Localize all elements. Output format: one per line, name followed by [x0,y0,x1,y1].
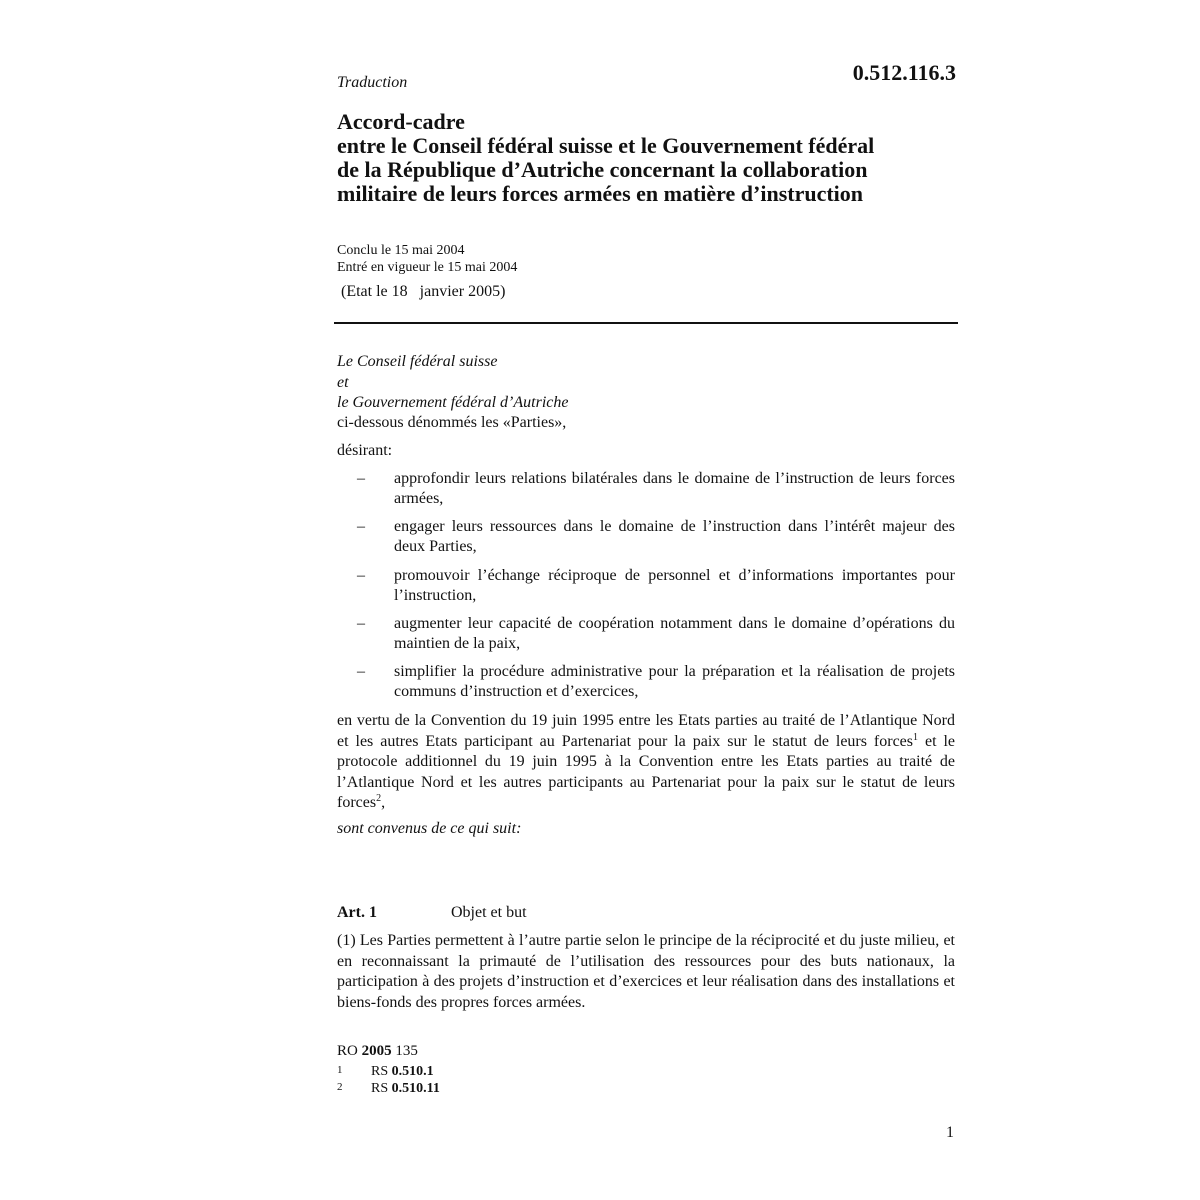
bullet-text: approfondir leurs relations bilatérales dans le domaine de l’instruction de leurs forces armées, [394,470,955,507]
footnote-ref: 1 [913,731,919,743]
convention-text-end: , [381,794,386,811]
bullet-text: augmenter leur capacité de coopération notamment dans le domaine d’opérations du maintien de la paix, [394,615,955,652]
bullet-dash: – [357,470,365,487]
bullet-dash: – [357,663,365,680]
bullet-text: engager leurs ressources dans le domaine de l’instruction dans l’intérêt majeur des deux Parties, [394,518,955,555]
preamble-named: ci-dessous dénommés les «Parties», [337,414,567,431]
page-number: 1 [946,1124,954,1141]
state-date: (Etat le 18 janvier 2005) [341,283,506,300]
concluded-date: Conclu le 15 mai 2004 [337,243,465,258]
preamble-party1: Le Conseil fédéral suisse [337,353,498,370]
footnote-text [371,1081,440,1097]
header-divider [334,322,958,324]
footnote-number: 1 [337,1064,343,1076]
article-number: Art. 1 [337,904,377,921]
convention-text-1: en vertu de la Convention du 19 juin 1995 entre les Etats parties au traité de l’Atlantique Nord et les autres Etats participant au Partenariat pour la paix sur le statut de leurs forces [337,712,955,750]
footnote-text [371,1064,434,1080]
rs-number: 0.512.116.3 [852,60,956,85]
footnote-ref: 2 [376,793,382,804]
list-item [337,469,955,509]
title-line: de la République d’Autriche concernant la collaboration [337,157,868,182]
article-1-title: Objet et but [451,904,527,921]
convention-paragraph [337,711,955,814]
bullet-dash: – [357,518,365,535]
footnote-ref-number: 0.510.1 [391,1064,434,1079]
ro-page: 135 [391,1043,418,1059]
footnote-number: 2 [337,1081,343,1093]
ro-prefix: RO [337,1043,362,1059]
ro-year: 2005 [361,1043,392,1059]
footnote-prefix: RS [371,1081,392,1096]
list-item [337,517,955,557]
list-item [337,614,955,654]
preamble-and: et [337,374,349,391]
article-1-paragraph: (1) Les Parties permettent à l’autre partie selon le principe de la réciprocité et du juste milieu, et en reconnaissant la primauté de l’utilisation des ressources pour des buts nationaux, la participation à des projets d’instruction et d’exercices et leur réalisation dans des installations et biens-fonds des propres forces armées. [337,932,955,1011]
bullet-dash: – [357,567,365,584]
document-title [337,110,962,206]
title-line: militaire de leurs forces armées en matière d’instruction [337,181,864,206]
article-1-number [337,903,377,923]
list-item [337,662,955,702]
footnote-prefix: RS [371,1064,392,1079]
title-line: Accord-cadre [337,109,465,134]
preamble-party2: le Gouvernement fédéral d’Autriche [337,394,569,411]
footnote-ref-number: 0.510.11 [391,1081,440,1096]
translation-label: Traduction [337,74,408,91]
agreed-text: sont convenus de ce qui suit: [337,820,522,837]
in-force-date: Entré en vigueur le 15 mai 2004 [337,260,518,275]
list-item [337,566,955,606]
bullet-text: promouvoir l’échange réciproque de personnel et d’informations importantes pour l’instruction, [394,567,955,604]
bullet-text: simplifier la procédure administrative pour la préparation et la réalisation de projets communs d’instruction et d’exercices, [394,663,955,700]
preamble-desiring: désirant: [337,442,393,459]
convention-text-2: et le protocole additionnel du 19 juin 1995 à la Convention entre les Etats parties au traité de l’Atlantique Nord et les autres participants au Partenariat pour la paix sur le statut de leurs forces [337,732,956,811]
ro-reference [337,1042,418,1060]
title-line: entre le Conseil fédéral suisse et le Gouvernement fédéral [337,133,875,158]
bullet-dash: – [357,615,365,632]
